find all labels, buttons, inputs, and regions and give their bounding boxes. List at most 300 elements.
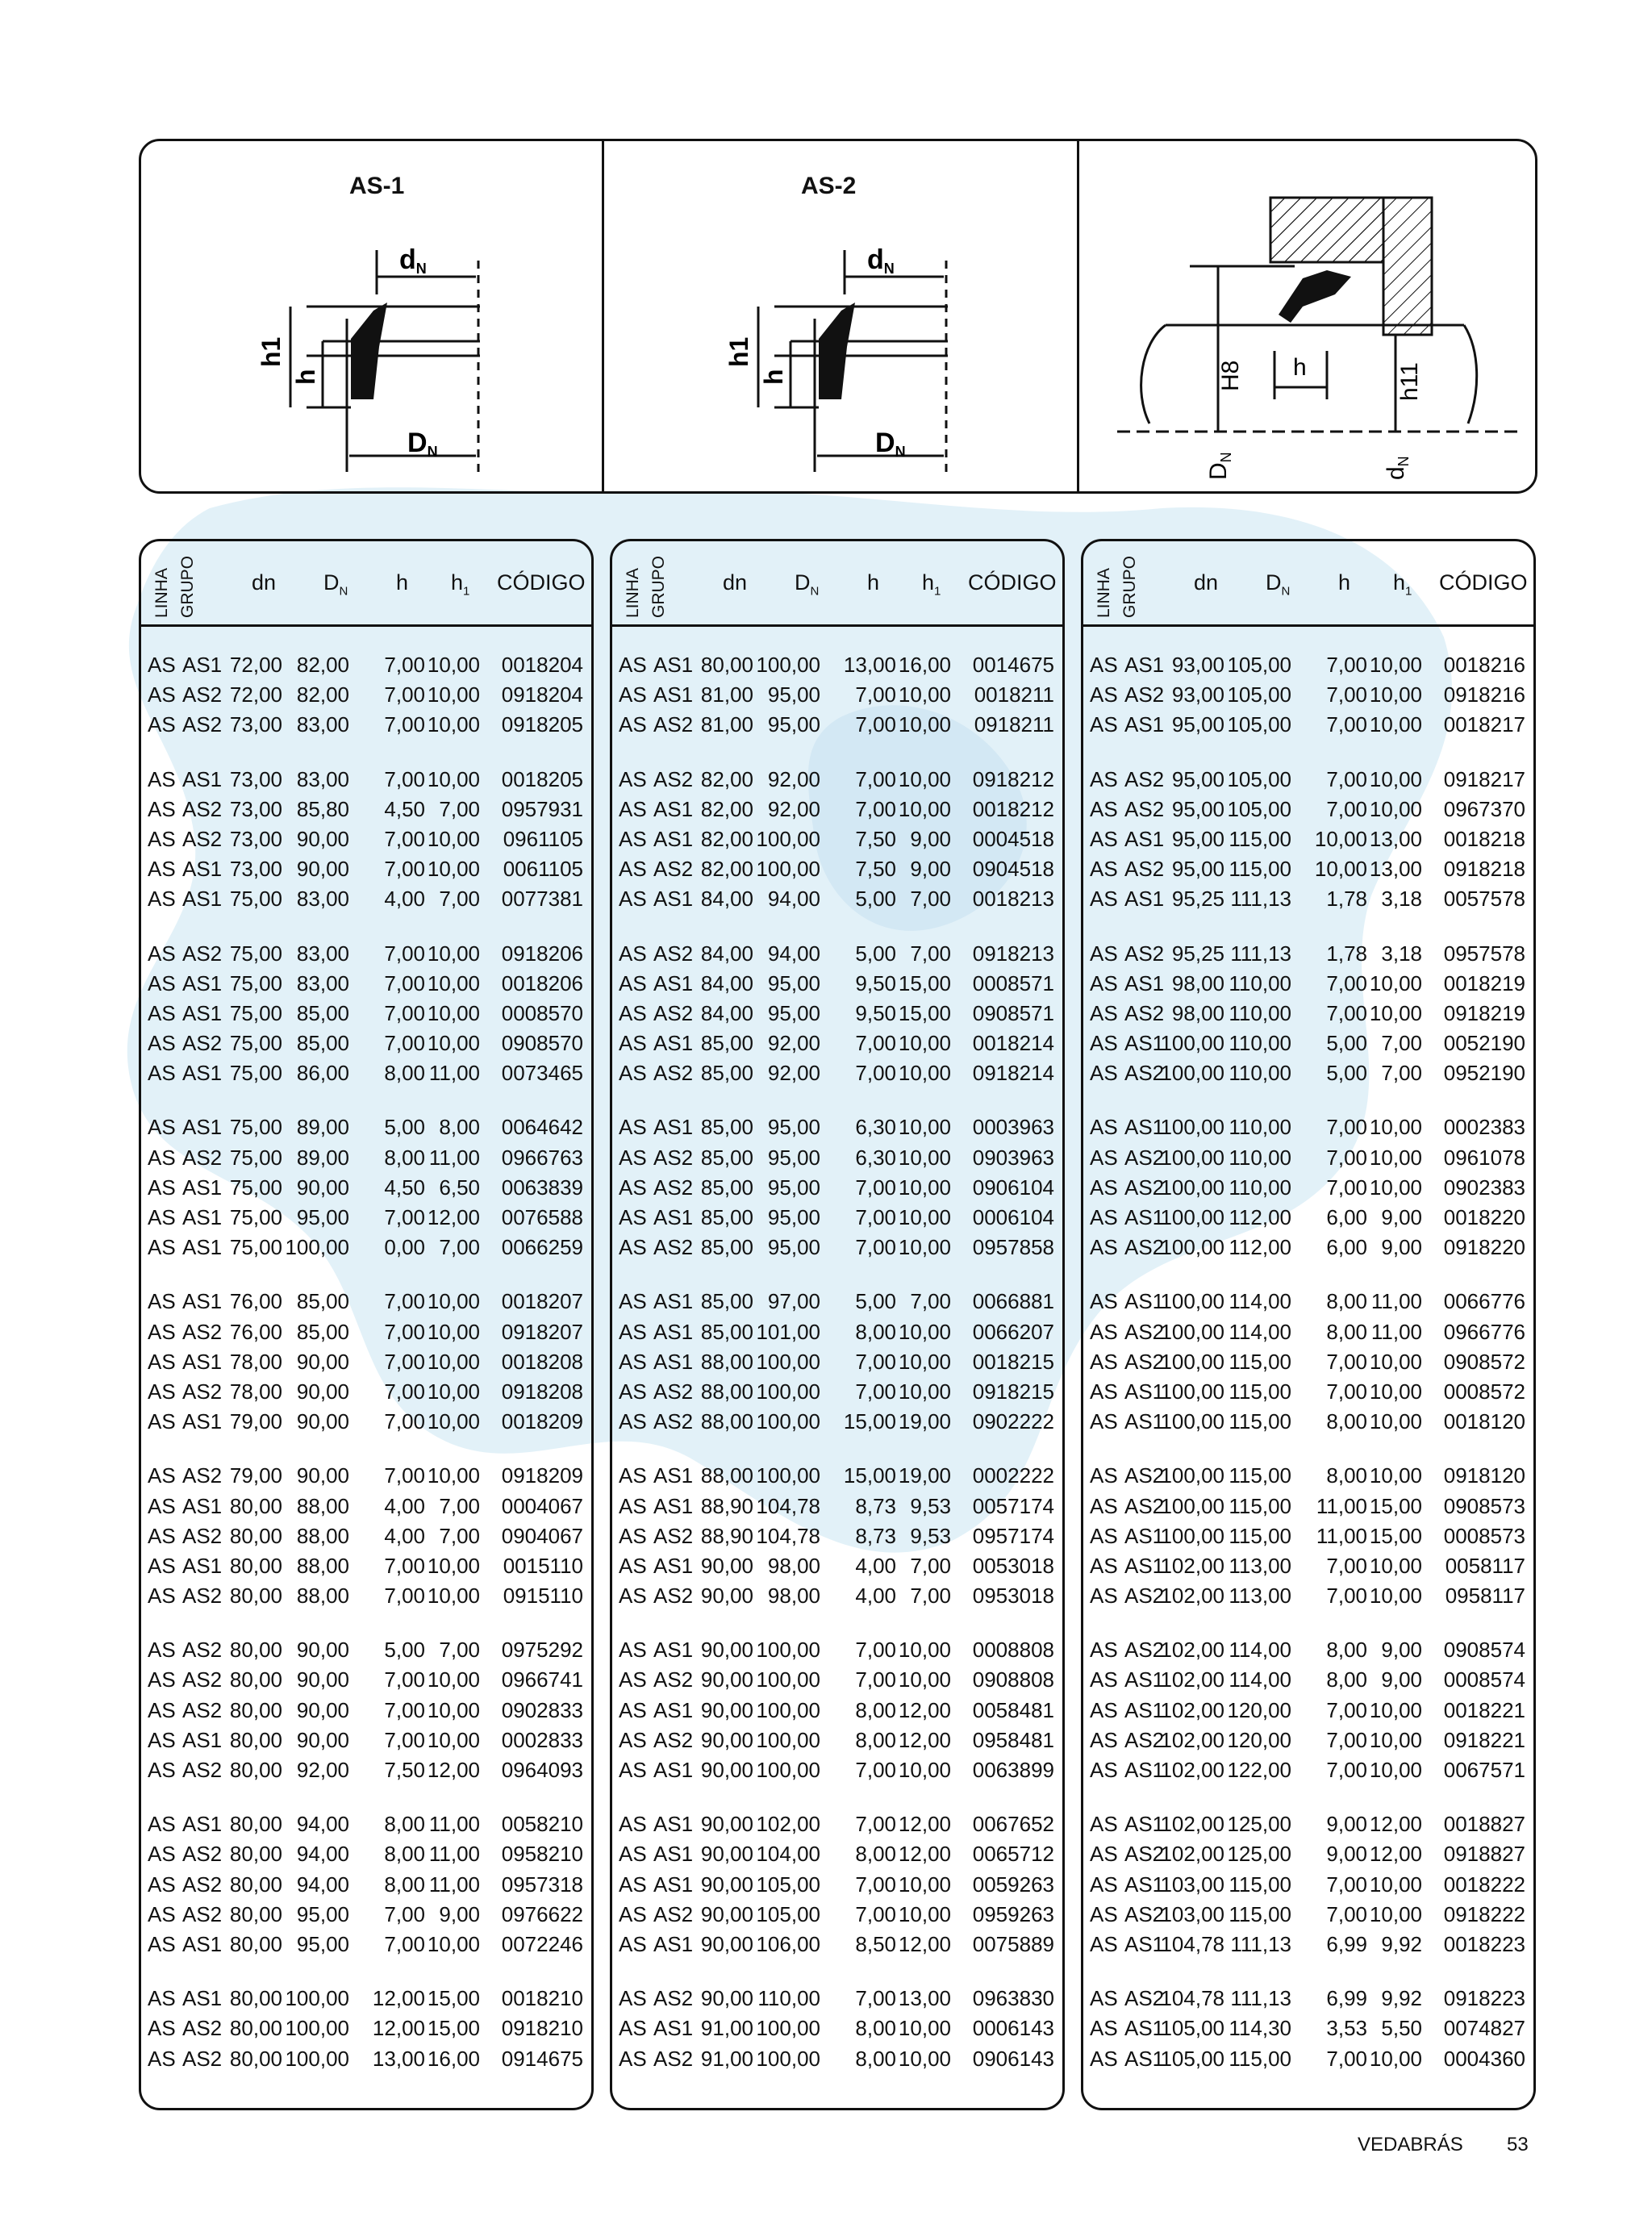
cell-DN: 112,00: [1229, 1235, 1291, 1260]
cell-grupo: AS2: [1124, 1000, 1165, 1025]
cell-h1: 10,00: [1369, 1175, 1422, 1200]
table-row: [141, 824, 591, 853]
row-group: [141, 1809, 591, 1959]
table-rows: [141, 649, 591, 2097]
cell-grupo: AS1: [1124, 653, 1165, 677]
cell-dn: 75,00: [229, 1031, 282, 1056]
cell-codigo: 0004360: [1443, 2046, 1525, 2071]
cell-codigo: 0018219: [1443, 970, 1525, 995]
cell-DN: 95,00: [767, 1000, 820, 1025]
cell-h1: 10,00: [427, 1553, 480, 1578]
cell-h: 5,00: [1326, 1031, 1367, 1056]
cell-linha: AS: [1090, 1031, 1118, 1056]
cell-h: 8,00: [855, 1697, 896, 1722]
table-row: [1083, 1202, 1533, 1232]
cell-dn: 85,00: [700, 1115, 753, 1140]
cell-h: 7,00: [1326, 1727, 1367, 1752]
cell-codigo: 0018120: [1443, 1409, 1525, 1434]
cell-DN: 98,00: [767, 1553, 820, 1578]
cell-linha: AS: [619, 1175, 647, 1200]
table-row: [612, 1058, 1062, 1087]
cell-DN: 110,00: [1229, 1000, 1291, 1025]
cell-grupo: AS2: [182, 1901, 223, 1926]
cell-grupo: AS2: [182, 1319, 223, 1344]
cell-grupo: AS2: [182, 1872, 223, 1897]
cell-grupo: AS2: [653, 1667, 694, 1692]
cell-h: 7,00: [384, 1931, 425, 1956]
cell-dn: 91,00: [700, 2046, 753, 2071]
cell-dn: 80,00: [229, 1697, 282, 1722]
cell-h1: 10,00: [1369, 1000, 1422, 1025]
cell-h1: 10,00: [1369, 1872, 1422, 1897]
table-row: [612, 1317, 1062, 1346]
cell-linha: AS: [1090, 887, 1118, 912]
cell-h: 7,00: [384, 941, 425, 966]
cell-linha: AS: [148, 1553, 176, 1578]
cell-grupo: AS1: [1124, 1553, 1165, 1578]
cell-dn: 78,00: [229, 1379, 282, 1404]
cell-dn: 88,90: [700, 1523, 753, 1548]
cell-dn: 75,00: [229, 970, 282, 995]
cell-h: 8,73: [855, 1523, 896, 1548]
cell-DN: 105,00: [756, 1872, 820, 1897]
cell-codigo: 0002833: [501, 1727, 583, 1752]
cell-dn: 95,00: [1171, 766, 1224, 791]
table-row: [612, 1929, 1062, 1959]
cell-h: 7,50: [855, 857, 896, 882]
cell-grupo: AS2: [182, 1758, 223, 1782]
header-h1: $h_1$: [451, 570, 470, 599]
cell-h: 15,00: [843, 1463, 896, 1488]
table-row: [1083, 1929, 1533, 1959]
cell-grupo: AS2: [653, 941, 694, 966]
cell-linha: AS: [619, 1031, 647, 1056]
cell-h1: 12,00: [898, 1842, 951, 1867]
table-row: [612, 824, 1062, 853]
table-row: [612, 1899, 1062, 1929]
cell-h: 7,00: [384, 1584, 425, 1609]
cell-grupo: AS2: [653, 1175, 694, 1200]
cell-dn: 80,00: [229, 1758, 282, 1782]
table-row: [141, 1929, 591, 1959]
cell-h1: 11,00: [428, 1061, 480, 1086]
cell-grupo: AS1: [182, 1931, 223, 1956]
table-row: [612, 1809, 1062, 1838]
cell-codigo: 0052190: [1443, 1031, 1525, 1056]
table-row: [141, 1172, 591, 1202]
cell-linha: AS: [1090, 653, 1118, 677]
table-row: [141, 1058, 591, 1087]
cell-h: 7,00: [855, 682, 896, 707]
cell-dn: 80,00: [700, 653, 753, 677]
cell-codigo: 0018827: [1443, 1812, 1525, 1837]
cell-dn: 102,00: [1160, 1842, 1224, 1867]
table-rows: [1083, 649, 1533, 2097]
cell-h1: 10,00: [1369, 1727, 1422, 1752]
cell-h: 7,00: [1326, 1697, 1367, 1722]
cell-dn: 100,00: [1160, 1145, 1224, 1170]
cell-codigo: 0904518: [972, 857, 1054, 882]
cell-dn: 75,00: [229, 1145, 282, 1170]
cell-grupo: AS1: [653, 1031, 694, 1056]
cell-h1: 10,00: [427, 1349, 480, 1374]
cell-linha: AS: [1090, 857, 1118, 882]
table-row: [1083, 1838, 1533, 1868]
table-row: [141, 1112, 591, 1141]
cell-codigo: 0963830: [972, 1986, 1054, 2011]
cell-grupo: AS1: [182, 1175, 223, 1200]
cell-linha: AS: [619, 1409, 647, 1434]
cell-dn: 98,00: [1171, 970, 1224, 995]
cell-grupo: AS2: [182, 826, 223, 851]
table-row: [612, 1521, 1062, 1550]
cell-linha: AS: [619, 1289, 647, 1314]
header-h: h: [867, 570, 880, 595]
cell-dn: 85,00: [700, 1235, 753, 1260]
cell-linha: AS: [619, 1205, 647, 1229]
cell-h: 7,00: [1326, 1901, 1367, 1926]
table-row: [1083, 1664, 1533, 1694]
as1-title: AS-1: [349, 173, 405, 199]
table-row: [141, 1202, 591, 1232]
cell-codigo: 0008571: [972, 970, 1054, 995]
cell-dn: 104,78: [1160, 1986, 1224, 2011]
cell-DN: 85,00: [296, 1000, 349, 1025]
cell-h: 8,00: [855, 1842, 896, 1867]
table-row: [1083, 1809, 1533, 1838]
as1-h1-label: h1: [257, 336, 286, 367]
table-row: [1083, 1406, 1533, 1436]
cell-dn: 73,00: [229, 766, 282, 791]
cell-linha: AS: [619, 1727, 647, 1752]
row-group: [612, 1112, 1062, 1262]
table-row: [612, 1172, 1062, 1202]
cell-codigo: 0902222: [972, 1409, 1054, 1434]
cell-h: 4,50: [384, 796, 425, 821]
cell-grupo: AS1: [1124, 1523, 1165, 1548]
cell-grupo: AS2: [1124, 1175, 1165, 1200]
cell-codigo: 0902383: [1443, 1175, 1525, 1200]
table-row: [1083, 1550, 1533, 1580]
cell-linha: AS: [1090, 1812, 1118, 1837]
cell-DN: 94,00: [296, 1872, 349, 1897]
cell-h: 7,00: [384, 1901, 425, 1926]
cell-DN: 95,00: [767, 1145, 820, 1170]
cell-linha: AS: [619, 1349, 647, 1374]
cell-linha: AS: [148, 1205, 176, 1229]
cell-codigo: 0957174: [972, 1523, 1054, 1548]
cell-linha: AS: [619, 1379, 647, 1404]
cell-dn: 90,00: [700, 1931, 753, 1956]
cell-h: 8,00: [855, 1727, 896, 1752]
cell-grupo: AS1: [182, 1061, 223, 1086]
cell-grupo: AS2: [653, 1523, 694, 1548]
cell-codigo: 0918211: [974, 712, 1054, 737]
cell-dn: 80,00: [229, 2016, 282, 2041]
table-row: [612, 1725, 1062, 1755]
cell-linha: AS: [148, 1986, 176, 2011]
cell-dn: 85,00: [700, 1205, 753, 1229]
cell-grupo: AS1: [653, 1493, 694, 1518]
cell-dn: 100,00: [1160, 1031, 1224, 1056]
cell-grupo: AS1: [182, 857, 223, 882]
table-row: [1083, 1232, 1533, 1262]
cell-h: 7,00: [855, 1758, 896, 1782]
cell-dn: 95,00: [1171, 826, 1224, 851]
cell-h: 7,00: [1326, 712, 1367, 737]
cell-DN: 125,00: [1227, 1812, 1291, 1837]
table-row: [612, 1028, 1062, 1058]
cell-dn: 75,00: [229, 1061, 282, 1086]
cell-codigo: 0966776: [1443, 1319, 1525, 1344]
cell-h1: 10,00: [427, 1727, 480, 1752]
cell-h1: 16,00: [898, 653, 951, 677]
cell-DN: 88,00: [296, 1553, 349, 1578]
cell-dn: 100,00: [1160, 1409, 1224, 1434]
cell-h1: 10,00: [1369, 1584, 1422, 1609]
cell-linha: AS: [619, 826, 647, 851]
cell-codigo: 0918206: [501, 941, 583, 966]
cell-linha: AS: [619, 857, 647, 882]
cell-h1: 11,00: [428, 1145, 480, 1170]
cell-linha: AS: [619, 1872, 647, 1897]
cell-h1: 9,00: [910, 826, 951, 851]
cell-h1: 7,00: [439, 1493, 480, 1518]
cell-codigo: 0064642: [501, 1115, 583, 1140]
cell-h1: 10,00: [1369, 970, 1422, 995]
cell-grupo: AS1: [653, 1758, 694, 1782]
table-rows: [612, 649, 1062, 2097]
cell-DN: 111,13: [1230, 1986, 1291, 2011]
cell-codigo: 0063899: [972, 1758, 1054, 1782]
table-row: [1083, 1460, 1533, 1490]
cell-DN: 92,00: [767, 766, 820, 791]
cell-h1: 7,00: [910, 1584, 951, 1609]
cell-h: 7,00: [384, 712, 425, 737]
table-row: [1083, 1346, 1533, 1376]
cell-codigo: 0004067: [501, 1493, 583, 1518]
cell-DN: 115,00: [1229, 1463, 1291, 1488]
cell-h1: 10,00: [898, 712, 951, 737]
cell-codigo: 0918219: [1443, 1000, 1525, 1025]
cell-h1: 3,18: [1381, 887, 1422, 912]
as1-dN-label: dN: [399, 244, 427, 277]
cell-grupo: AS2: [653, 1584, 694, 1609]
table-row: [1083, 1983, 1533, 2013]
cell-codigo: 0006104: [972, 1205, 1054, 1229]
cell-dn: 93,00: [1171, 682, 1224, 707]
cell-h: 7,00: [855, 1901, 896, 1926]
cell-h: 5,00: [855, 1289, 896, 1314]
cell-h1: 9,92: [1381, 1931, 1422, 1956]
cell-grupo: AS2: [653, 1901, 694, 1926]
cell-codigo: 0958481: [972, 1727, 1054, 1752]
row-group: [1083, 1809, 1533, 1959]
cell-dn: 100,00: [1160, 1175, 1224, 1200]
cell-dn: 81,00: [700, 682, 753, 707]
cell-DN: 100,00: [756, 1379, 820, 1404]
cell-DN: 115,00: [1229, 1409, 1291, 1434]
cell-DN: 120,00: [1227, 1727, 1291, 1752]
cell-dn: 88,00: [700, 1379, 753, 1404]
cell-grupo: AS1: [1124, 1697, 1165, 1722]
cell-h1: 10,00: [427, 1000, 480, 1025]
cell-grupo: AS1: [653, 2016, 694, 2041]
cell-h1: 10,00: [1369, 796, 1422, 821]
cell-codigo: 0918212: [972, 766, 1054, 791]
cell-linha: AS: [1090, 1758, 1118, 1782]
installation-diagram: [1085, 190, 1533, 488]
table-header: [141, 541, 591, 627]
cell-grupo: AS1: [1124, 1205, 1165, 1229]
cell-codigo: 0967370: [1443, 796, 1525, 821]
cell-codigo: 0902833: [501, 1697, 583, 1722]
cell-DN: 95,00: [767, 682, 820, 707]
cell-dn: 102,00: [1160, 1758, 1224, 1782]
cell-codigo: 0018213: [972, 887, 1054, 912]
table-row: [141, 1634, 591, 1664]
table-row: [141, 1869, 591, 1899]
cell-linha: AS: [148, 1697, 176, 1722]
cell-linha: AS: [1090, 1901, 1118, 1926]
cell-DN: 106,00: [756, 1931, 820, 1956]
cell-h1: 10,00: [1369, 1145, 1422, 1170]
cell-grupo: AS1: [1124, 1872, 1165, 1897]
row-group: [612, 1460, 1062, 1610]
cell-linha: AS: [1090, 1235, 1118, 1260]
cell-codigo: 0063839: [501, 1175, 583, 1200]
cell-grupo: AS2: [653, 1061, 694, 1086]
cell-codigo: 0058210: [501, 1812, 583, 1837]
cell-linha: AS: [1090, 1205, 1118, 1229]
cell-codigo: 0906104: [972, 1175, 1054, 1200]
cell-DN: 90,00: [296, 1379, 349, 1404]
cell-DN: 113,00: [1229, 1584, 1291, 1609]
cell-h1: 11,00: [428, 1812, 480, 1837]
cell-h: 8,00: [384, 1872, 425, 1897]
cell-DN: 100,00: [756, 653, 820, 677]
cell-DN: 95,00: [767, 1115, 820, 1140]
figures-frame: [139, 139, 1537, 494]
cell-linha: AS: [1090, 1872, 1118, 1897]
cell-DN: 85,00: [296, 1319, 349, 1344]
cell-h: 13,00: [372, 2046, 425, 2071]
cell-codigo: 0918204: [501, 682, 583, 707]
cell-h1: 10,00: [898, 1145, 951, 1170]
cell-DN: 88,00: [296, 1584, 349, 1609]
cell-h1: 10,00: [898, 1758, 951, 1782]
cell-h: 7,00: [384, 653, 425, 677]
cell-grupo: AS2: [1124, 1584, 1165, 1609]
cell-DN: 83,00: [296, 941, 349, 966]
cell-h1: 9,92: [1381, 1986, 1422, 2011]
cell-codigo: 0059263: [972, 1872, 1054, 1897]
cell-h1: 10,00: [427, 1667, 480, 1692]
cell-linha: AS: [148, 653, 176, 677]
cell-codigo: 0002383: [1443, 1115, 1525, 1140]
cell-DN: 111,13: [1230, 887, 1291, 912]
cell-grupo: AS2: [1124, 1842, 1165, 1867]
cell-h: 7,00: [1326, 1379, 1367, 1404]
cell-grupo: AS2: [182, 941, 223, 966]
cell-codigo: 0918217: [1443, 766, 1525, 791]
cell-DN: 100,00: [285, 1235, 349, 1260]
cell-dn: 73,00: [229, 712, 282, 737]
table-row: [1083, 1317, 1533, 1346]
cell-codigo: 0957318: [501, 1872, 583, 1897]
as1-seal-diagram: [190, 206, 609, 480]
table-row: [612, 1460, 1062, 1490]
cell-linha: AS: [1090, 1145, 1118, 1170]
cell-h1: 10,00: [427, 1463, 480, 1488]
cell-grupo: AS2: [1124, 1061, 1165, 1086]
cell-grupo: AS1: [1124, 1758, 1165, 1782]
table-row: [141, 1317, 591, 1346]
cell-h1: 10,00: [898, 1901, 951, 1926]
cell-grupo: AS2: [182, 712, 223, 737]
cell-DN: 92,00: [296, 1758, 349, 1782]
table-row: [141, 853, 591, 883]
table-row: [612, 1112, 1062, 1141]
table-row: [612, 938, 1062, 968]
cell-grupo: AS2: [1124, 796, 1165, 821]
cell-DN: 105,00: [756, 1901, 820, 1926]
cell-dn: 100,00: [1160, 1061, 1224, 1086]
cell-codigo: 0915110: [503, 1584, 583, 1609]
cell-h: 8,00: [1326, 1319, 1367, 1344]
cell-codigo: 0918827: [1443, 1842, 1525, 1867]
cell-h1: 10,00: [427, 1289, 480, 1314]
cell-h1: 7,00: [439, 1235, 480, 1260]
cell-DN: 115,00: [1229, 1379, 1291, 1404]
cell-dn: 90,00: [700, 1638, 753, 1663]
table-row: [612, 1406, 1062, 1436]
table-row: [1083, 1058, 1533, 1087]
table-row: [141, 709, 591, 739]
table-row: [612, 1346, 1062, 1376]
cell-DN: 100,00: [756, 2046, 820, 2071]
cell-h: 7,00: [855, 1379, 896, 1404]
cell-grupo: AS1: [653, 1697, 694, 1722]
cell-h1: 10,00: [427, 826, 480, 851]
cell-dn: 102,00: [1160, 1584, 1224, 1609]
table-row: [1083, 824, 1533, 853]
cell-h: 1,78: [1326, 941, 1367, 966]
cell-h1: 13,00: [1369, 857, 1422, 882]
cell-linha: AS: [148, 1000, 176, 1025]
table-row: [612, 1664, 1062, 1694]
cell-DN: 90,00: [296, 1409, 349, 1434]
cell-h1: 10,00: [898, 1872, 951, 1897]
cell-DN: 114,00: [1229, 1667, 1291, 1692]
cell-h: 7,00: [1326, 1175, 1367, 1200]
cell-linha: AS: [148, 887, 176, 912]
table-row: [1083, 794, 1533, 824]
table-row: [141, 1664, 591, 1694]
cell-DN: 115,00: [1229, 2046, 1291, 2071]
cell-dn: 80,00: [229, 1493, 282, 1518]
cell-codigo: 0018212: [972, 796, 1054, 821]
cell-linha: AS: [1090, 826, 1118, 851]
cell-h1: 19,00: [898, 1463, 951, 1488]
cell-dn: 103,00: [1160, 1872, 1224, 1897]
table-row: [612, 1202, 1062, 1232]
row-group: [1083, 938, 1533, 1088]
cell-grupo: AS2: [1124, 1463, 1165, 1488]
cell-grupo: AS1: [1124, 970, 1165, 995]
table-row: [1083, 883, 1533, 913]
table-row: [1083, 1725, 1533, 1755]
